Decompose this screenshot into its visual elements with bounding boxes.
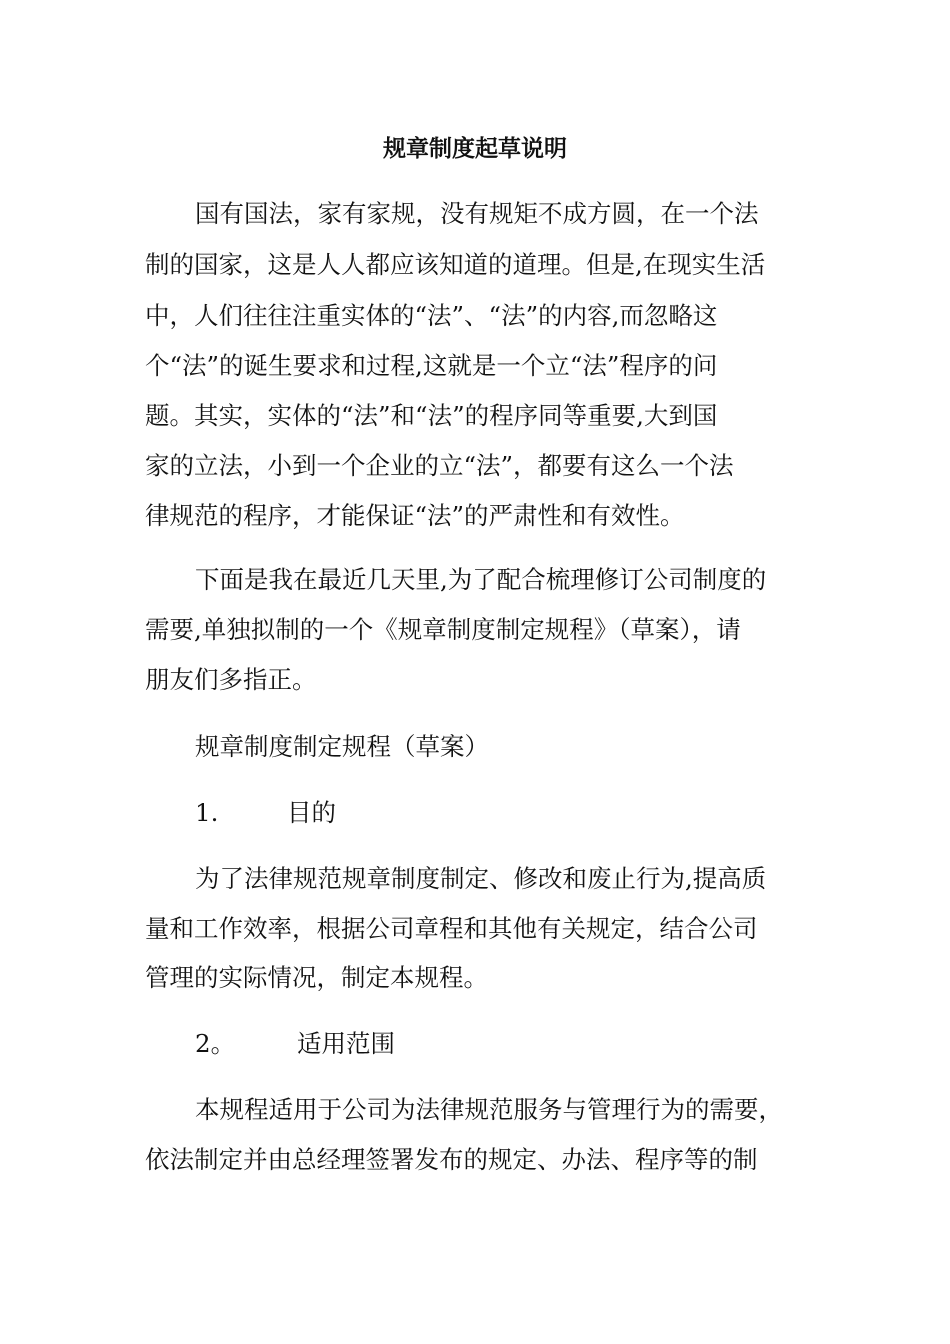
section-1-number: 1.: [195, 798, 219, 827]
paragraph-1-line-7: 律规范的程序，才能保证“法”的严肃性和有效性。: [145, 501, 685, 530]
document-title: 规章制度起草说明: [383, 135, 567, 162]
draft-title: 规章制度制定规程（草案）: [195, 732, 489, 761]
section-2-text-line-1: 本规程适用于公司为法律规范服务与管理行为的需要，: [195, 1095, 783, 1124]
section-1-heading: 目的: [287, 798, 336, 827]
section-2-text-line-2: 依法制定并由总经理签署发布的规定、办法、程序等的制: [145, 1145, 758, 1174]
section-1-text-line-2: 量和工作效率，根据公司章程和其他有关规定，结合公司: [145, 914, 758, 943]
paragraph-2-line-2: 需要,单独拟制的一个《规章制度制定规程》（草案），请: [145, 615, 741, 644]
paragraph-1-line-4: 个“法”的诞生要求和过程,这就是一个立“法”程序的问: [145, 351, 718, 380]
paragraph-1-line-1: 国有国法，家有家规，没有规矩不成方圆，在一个法: [195, 199, 759, 228]
paragraph-1-line-2: 制的国家，这是人人都应该知道的道理。但是,在现实生活: [145, 250, 766, 279]
section-2-number: 2。: [195, 1029, 236, 1058]
paragraph-2-line-1: 下面是我在最近几天里,为了配合梳理修订公司制度的: [195, 565, 767, 594]
paragraph-2-line-3: 朋友们多指正。: [145, 665, 317, 694]
section-1-text-line-3: 管理的实际情况，制定本规程。: [145, 963, 488, 992]
paragraph-1-line-3: 中，人们往往注重实体的“法”、“法”的内容,而忽略这: [145, 301, 718, 330]
section-1-text-line-1: 为了法律规范规章制度制定、修改和废止行为,提高质: [195, 864, 767, 893]
section-2-heading: 适用范围: [297, 1029, 395, 1058]
paragraph-1-line-5: 题。其实，实体的“法”和“法”的程序同等重要,大到国: [145, 401, 718, 430]
paragraph-1-line-6: 家的立法，小到一个企业的立“法”，都要有这么一个法: [145, 451, 734, 480]
